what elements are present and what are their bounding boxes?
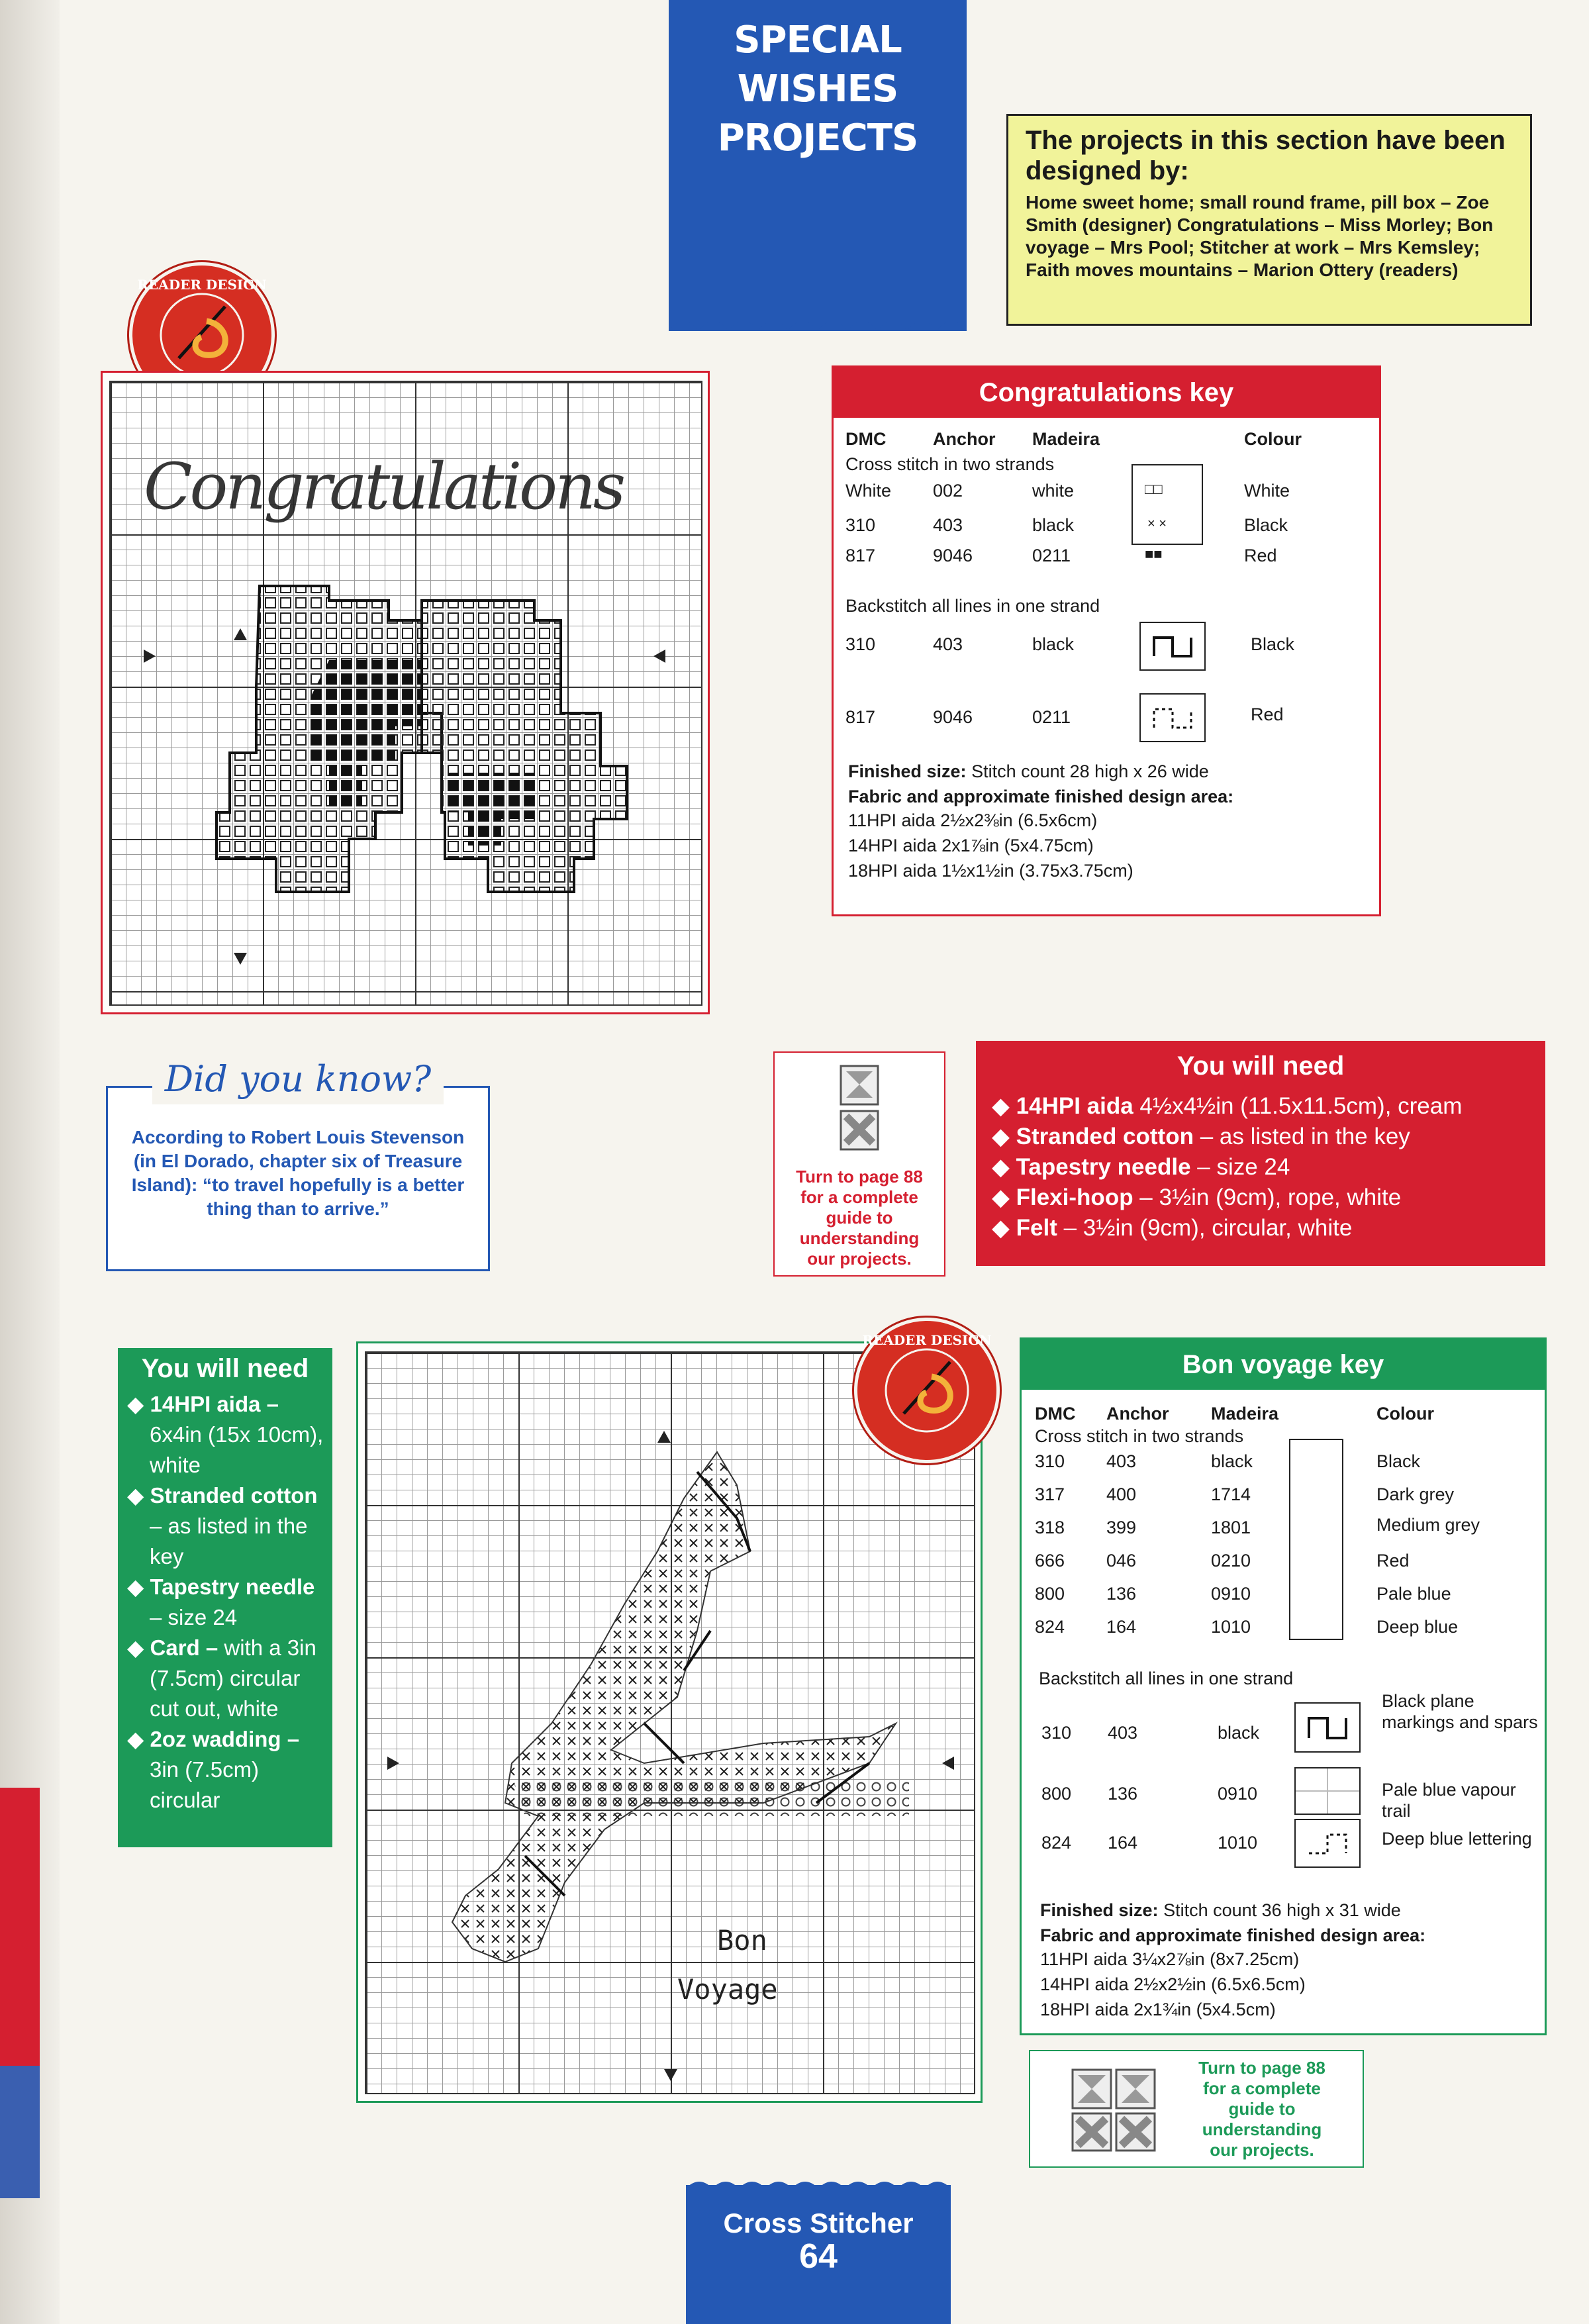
- key-cell: black: [1218, 1723, 1260, 1743]
- bon-voyage-key: [1020, 1337, 1547, 2035]
- you-will-need-congratulations: [976, 1041, 1545, 1266]
- key-cell: 403: [933, 634, 963, 654]
- finished-size-value: Stitch count 36 high x 31 wide: [1163, 1900, 1401, 1920]
- key-cell: Black: [1244, 515, 1288, 535]
- section-title-line2: PROJECTS: [717, 117, 918, 160]
- key-cell: 1010: [1211, 1617, 1251, 1637]
- turn-text-line: understanding: [1202, 2119, 1322, 2139]
- list-item: ◆ Tapestry needle – size 24: [992, 1154, 1290, 1180]
- page-number: 64: [799, 2237, 838, 2276]
- magazine-name: Cross Stitcher: [723, 2207, 914, 2239]
- key-cell: Pale blue: [1376, 1584, 1451, 1604]
- finished-size-label: Finished size:: [1040, 1900, 1159, 1920]
- key-cell: black: [1032, 515, 1075, 535]
- turn-text-line: understanding: [799, 1228, 920, 1248]
- col-dmc: DMC: [845, 429, 887, 449]
- black-symbol-icon: × ×: [1147, 516, 1167, 531]
- stitch-guide-icon: [1070, 2067, 1163, 2153]
- turn-text-line: our projects.: [1210, 2140, 1314, 2160]
- backstitch-black-icon: [1294, 1702, 1361, 1753]
- key-cell: 0210: [1211, 1551, 1251, 1571]
- list-item: ◆ 2oz wadding – 3in (7.5cm) circular: [127, 1727, 300, 1812]
- materials-list: [976, 1091, 1545, 1243]
- key-cell: 399: [1106, 1518, 1137, 1537]
- section-header: [669, 0, 967, 331]
- bon-voyage-key-title: Bon voyage key: [1022, 1339, 1545, 1390]
- key-cell: White: [1244, 481, 1290, 501]
- key-cell: 002: [933, 481, 963, 501]
- congratulations-chart-frame: [101, 371, 710, 1014]
- symbol-column: [1289, 1439, 1343, 1640]
- symbol-column: [1132, 464, 1203, 545]
- key-cell: black: [1211, 1451, 1253, 1471]
- key-cell: 800: [1035, 1584, 1065, 1604]
- finished-size-label: Finished size:: [848, 761, 967, 781]
- key-cell: 0211: [1032, 707, 1071, 727]
- key-cell: 824: [1035, 1617, 1065, 1637]
- backstitch-note: Backstitch all lines in one strand: [845, 596, 1100, 616]
- aeroplane-pattern: [366, 1353, 977, 2096]
- turn-to-page-box: [1029, 2050, 1364, 2168]
- list-item: ◆ Flexi-hoop – 3½in (9cm), rope, white: [992, 1185, 1402, 1210]
- key-cell: Red: [1244, 546, 1277, 565]
- key-cell: Red: [1376, 1551, 1410, 1571]
- turn-text-line: Turn to page 88: [1198, 2058, 1325, 2078]
- key-cell: Pale blue vapour trail: [1382, 1780, 1516, 1821]
- turn-text-line: guide to: [1228, 2099, 1296, 2119]
- fabric-size: 14HPI aida 2x1⅞in (5x4.75cm): [848, 836, 1094, 855]
- key-cell: 403: [1108, 1723, 1138, 1743]
- key-cell: 1801: [1211, 1518, 1251, 1537]
- badge-text: READER DESIGN: [137, 277, 267, 293]
- key-cell: 136: [1108, 1784, 1138, 1804]
- key-cell: 310: [1041, 1723, 1072, 1743]
- col-colour: Colour: [1376, 1404, 1434, 1424]
- list-item: ◆ Felt – 3½in (9cm), circular, white: [992, 1215, 1353, 1241]
- red-symbol-icon: ■■: [1145, 546, 1163, 562]
- header-wave-edge: [669, 305, 967, 344]
- credits-body: Home sweet home; small round frame, pill box – Zoe Smith (designer) Congratulations – Miss Morley; Bon voyage – Mrs Pool; Stitcher at work – Mrs Kemsley; Faith moves mountains – Marion Ottery (readers): [1026, 192, 1494, 280]
- key-cell: 0910: [1211, 1584, 1251, 1604]
- turn-text-line: for a complete: [800, 1187, 918, 1207]
- spine-color-strip: [0, 1788, 40, 2066]
- fabric-size: 18HPI aida 2x1¾in (5x4.5cm): [1040, 2000, 1276, 2019]
- did-you-know-title: Did you know?: [152, 1058, 444, 1104]
- col-anchor: Anchor: [933, 429, 996, 449]
- key-cell: 164: [1108, 1833, 1138, 1853]
- list-item: ◆ Stranded cotton – as listed in the key: [127, 1483, 318, 1569]
- key-cell: Red: [1251, 704, 1284, 724]
- col-dmc: DMC: [1035, 1404, 1076, 1424]
- key-cell: 310: [1035, 1451, 1065, 1471]
- did-you-know-body: According to Robert Louis Stevenson (in El Dorado, chapter six of Treasure Island): “to travel hopefully is a better thing than to arrive.”: [131, 1127, 465, 1219]
- section-title-line1: SPECIAL WISHES: [734, 19, 902, 111]
- cross-stitch-note: Cross stitch in two strands: [1035, 1426, 1244, 1446]
- turn-text-line: our projects.: [807, 1249, 912, 1269]
- key-cell: Medium grey: [1376, 1515, 1480, 1535]
- bon-voyage-chart-grid[interactable]: [365, 1351, 975, 2094]
- turn-text-line: guide to: [826, 1208, 893, 1228]
- congratulations-key-title: Congratulations key: [834, 367, 1379, 418]
- list-item: ◆ Stranded cotton – as listed in the key: [992, 1124, 1410, 1149]
- key-cell: Black plane markings and spars: [1382, 1691, 1538, 1732]
- key-cell: 666: [1035, 1551, 1065, 1571]
- key-cell: black: [1032, 634, 1075, 654]
- credits-heading: The projects in this section have been designed by:: [1026, 126, 1506, 185]
- backstitch-pale-blue-icon: [1294, 1767, 1361, 1815]
- turn-to-page-box: [773, 1051, 945, 1277]
- key-cell: 817: [845, 707, 876, 727]
- col-anchor: Anchor: [1106, 1404, 1169, 1424]
- key-cell: 310: [845, 634, 876, 654]
- page-footer: [686, 2185, 951, 2324]
- key-cell: 0910: [1218, 1784, 1258, 1804]
- backstitch-black-icon: [1139, 622, 1206, 671]
- white-symbol-icon: □□: [1145, 481, 1163, 497]
- turn-text-line: for a complete: [1203, 2078, 1321, 2098]
- materials-list: [118, 1389, 332, 1816]
- key-cell: 0211: [1032, 546, 1071, 565]
- fabric-label: Fabric and approximate finished design area:: [1040, 1925, 1426, 1945]
- key-cell: white: [1032, 481, 1075, 501]
- key-cell: 164: [1106, 1617, 1137, 1637]
- key-cell: Black: [1251, 634, 1295, 654]
- congratulations-pattern: [111, 382, 704, 1007]
- list-item: ◆ Tapestry needle – size 24: [127, 1574, 315, 1629]
- cross-stitch-note: Cross stitch in two strands: [845, 454, 1055, 474]
- you-will-need-title: You will need: [1177, 1051, 1345, 1081]
- key-cell: 318: [1035, 1518, 1065, 1537]
- bon-lettering: Bon: [717, 1924, 767, 1957]
- you-will-need-bon-voyage: [118, 1348, 332, 1847]
- congratulations-chart-grid[interactable]: [109, 381, 702, 1006]
- key-cell: Dark grey: [1376, 1484, 1455, 1504]
- key-cell: 9046: [933, 707, 973, 727]
- col-madeira: Madeira: [1211, 1404, 1279, 1424]
- list-item: ◆ 14HPI aida 4½x4½in (11.5x11.5cm), cream: [992, 1093, 1463, 1119]
- stitch-guide-icon: [838, 1063, 882, 1156]
- spine-color-strip: [0, 2066, 40, 2198]
- key-cell: 136: [1106, 1584, 1137, 1604]
- key-cell: 310: [845, 515, 876, 535]
- key-cell: 1010: [1218, 1833, 1258, 1853]
- badge-text: READER DESIGN: [862, 1332, 992, 1348]
- fabric-size: 11HPI aida 3¼x2⅞in (8x7.25cm): [1040, 1949, 1300, 1969]
- key-cell: White: [845, 481, 892, 501]
- backstitch-deep-blue-icon: [1294, 1819, 1361, 1868]
- congratulations-lettering: Congratulations: [144, 450, 624, 524]
- key-cell: 1714: [1211, 1484, 1251, 1504]
- col-colour: Colour: [1244, 429, 1302, 449]
- fabric-size: 18HPI aida 1½x1½in (3.75x3.75cm): [848, 861, 1133, 881]
- key-cell: 817: [845, 546, 876, 565]
- key-cell: 317: [1035, 1484, 1065, 1504]
- fabric-label: Fabric and approximate finished design area:: [848, 787, 1234, 806]
- key-cell: 403: [933, 515, 963, 535]
- finished-size-value: Stitch count 28 high x 26 wide: [971, 761, 1209, 781]
- backstitch-note: Backstitch all lines in one strand: [1039, 1669, 1294, 1688]
- key-cell: 824: [1041, 1833, 1072, 1853]
- fabric-size: 14HPI aida 2½x2½in (6.5x6.5cm): [1040, 1974, 1306, 1994]
- key-cell: Deep blue lettering: [1382, 1829, 1532, 1849]
- you-will-need-title: You will need: [141, 1354, 309, 1383]
- col-madeira: Madeira: [1032, 429, 1100, 449]
- needle-icon: [857, 1321, 996, 1460]
- key-cell: 9046: [933, 546, 973, 565]
- congratulations-key: [832, 365, 1381, 916]
- key-cell: Deep blue: [1376, 1617, 1459, 1637]
- voyage-lettering: Voyage: [677, 1973, 778, 2006]
- backstitch-red-icon: [1139, 693, 1206, 742]
- fabric-size: 11HPI aida 2½x2⅜in (6.5x6cm): [848, 810, 1098, 830]
- key-cell: Black: [1376, 1451, 1421, 1471]
- key-cell: 400: [1106, 1484, 1137, 1504]
- list-item: ◆ 14HPI aida – 6x4in (15x 10cm), white: [127, 1392, 324, 1477]
- key-cell: 403: [1106, 1451, 1137, 1471]
- reader-design-badge: [854, 1318, 1000, 1463]
- list-item: ◆ Card – with a 3in (7.5cm) circular cut out, white: [127, 1635, 316, 1721]
- key-cell: 800: [1041, 1784, 1072, 1804]
- turn-text-line: Turn to page 88: [796, 1167, 923, 1186]
- designer-credits-box: [1006, 114, 1532, 326]
- key-cell: 046: [1106, 1551, 1137, 1571]
